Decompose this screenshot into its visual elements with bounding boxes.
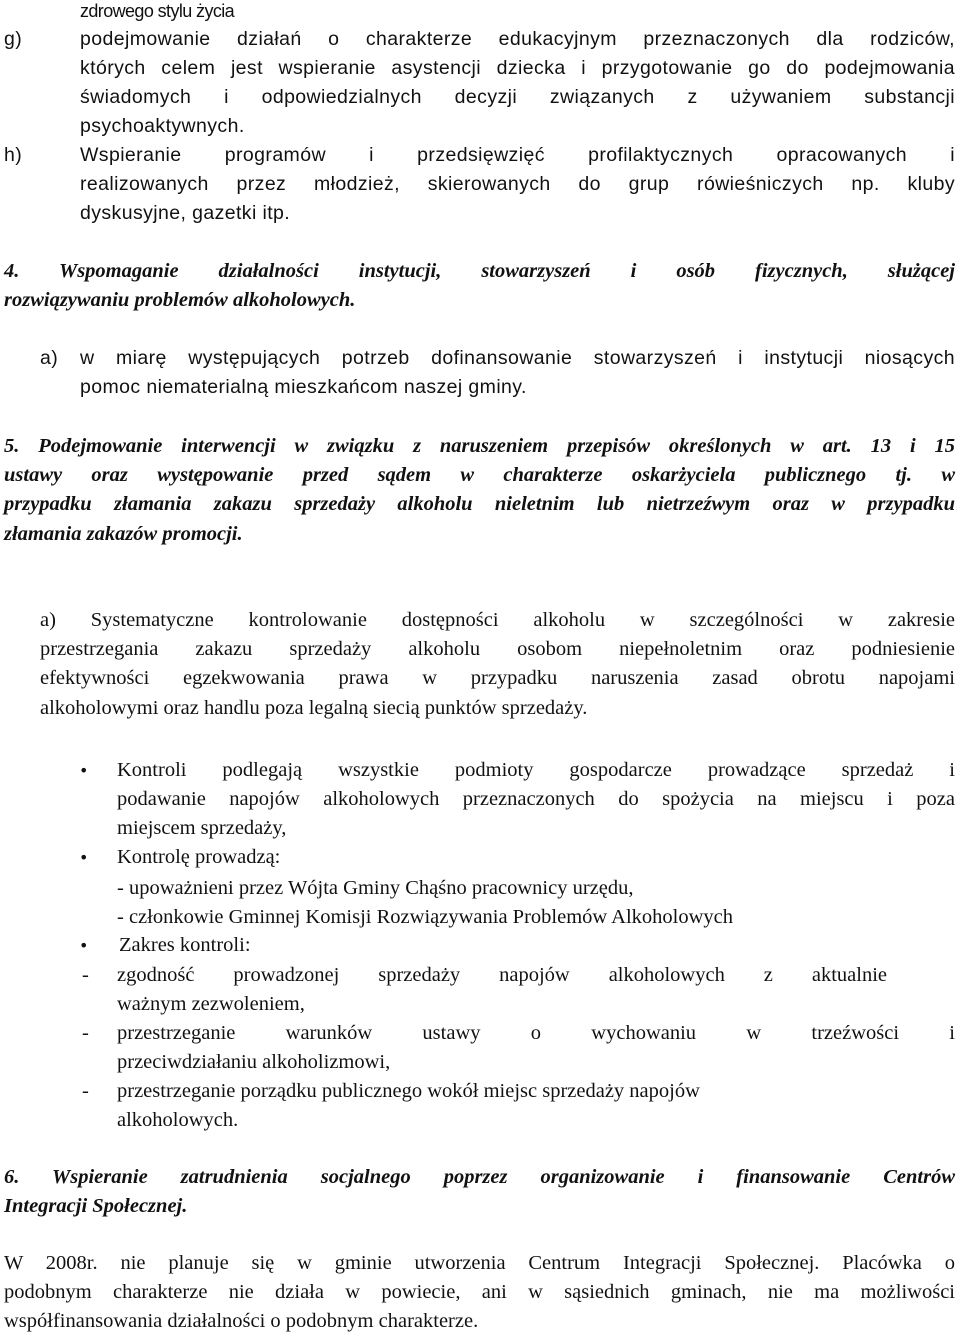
text-line: Kontroli podlegają wszystkie podmioty gospodarcze prowadzące sprzedaż i xyxy=(117,759,955,781)
text-line: podawanie napojów alkoholowych przeznaczonych do spożycia na miejscu i poza xyxy=(117,788,955,811)
text-line: przeciwdziałaniu alkoholizmowi, xyxy=(117,1051,391,1074)
text-line: a) Systematyczne kontrolowanie dostępności alkoholu w szczególności w zakresie xyxy=(40,609,955,631)
section-6-body xyxy=(4,1249,955,1337)
bullet-2-sub-2: - członkowie Gminnej Komisji Rozwiązywania Problemów Alkoholowych xyxy=(117,906,734,928)
dash-3-marker: - xyxy=(82,1080,89,1102)
text-line: dyskusyjne, gazetki itp. xyxy=(80,202,291,224)
text-line: ważnym zezwoleniem, xyxy=(117,993,305,1016)
text-line: realizowanych przez młodzież, skierowanych do grup rówieśniczych np. kluby xyxy=(80,173,955,195)
bullet-1-text xyxy=(117,756,955,844)
text-line: Wspieranie programów i przedsięwzięć profilaktycznych opracowanych i xyxy=(80,144,955,166)
heading-line: złamania zakazów promocji. xyxy=(4,522,243,545)
section-5-item-a-text xyxy=(40,606,955,723)
dash-2-text xyxy=(117,1019,955,1077)
text-line: których celem jest wspieranie asystencji dziecka i przygotowanie go do podejmowania xyxy=(80,57,955,79)
text-line: w miarę występujących potrzeb dofinansowanie stowarzyszeń i instytucji niosących xyxy=(80,347,955,369)
section-5-heading xyxy=(4,432,955,549)
text-line: efektywności egzekwowania prawa w przypadku naruszenia zasad obrotu napojami xyxy=(40,667,955,690)
text-line: W 2008r. nie planuje się w gminie utworzenia Centrum Integracji Społecznej. Placówka o xyxy=(4,1252,955,1274)
text-line: przestrzegania zakazu sprzedaży alkoholu osobom niepełnoletnim oraz podniesienie xyxy=(40,638,955,661)
bullet-icon: • xyxy=(79,936,89,955)
bullet-icon: • xyxy=(79,761,89,780)
text-line: przestrzeganie porządku publicznego wokół miejsc sprzedaży napojów xyxy=(117,1080,700,1102)
heading-line: 5. Podejmowanie interwencji w związku z naruszeniem przepisów określonych w art. 13 i 15 xyxy=(4,435,955,457)
heading-line: przypadku złamania zakazu sprzedaży alkoholu nieletnim lub nietrzeźwym oraz w przypadku xyxy=(4,493,955,516)
text-line: alkoholowych. xyxy=(117,1109,239,1132)
heading-line: 4. Wspomaganie działalności instytucji, stowarzyszeń i osób fizycznych, służącej xyxy=(4,260,955,282)
top-fragment: zdrowego stylu życia xyxy=(80,1,235,21)
heading-line: 6. Wspieranie zatrudnienia socjalnego poprzez organizowanie i finansowanie Centrów xyxy=(4,1166,955,1188)
section-4-item-a-marker: a) xyxy=(40,347,59,369)
heading-line: rozwiązywaniu problemów alkoholowych. xyxy=(4,289,356,312)
text-line: psychoaktywnych. xyxy=(80,115,245,137)
dash-3-text xyxy=(117,1077,700,1135)
text-line: pomoc niematerialną mieszkańcom naszej gminy. xyxy=(80,376,527,398)
item-h-text xyxy=(80,141,955,228)
text-line: podejmowanie działań o charakterze edukacyjnym przeznaczonych dla rodziców, xyxy=(80,28,955,50)
text-line: zgodność prowadzonej sprzedaży napojów alkoholowych z aktualnie xyxy=(117,964,887,986)
heading-line: ustawy oraz występowanie przed sądem w charakterze oskarżyciela publicznego tj. w xyxy=(4,464,955,487)
bullet-2-sub-1: - upoważnieni przez Wójta Gminy Chąśno pracownicy urzędu, xyxy=(117,877,634,899)
item-h-marker: h) xyxy=(4,144,23,166)
bullet-2-text: Kontrolę prowadzą: xyxy=(117,846,281,868)
section-4-heading xyxy=(4,257,955,315)
bullet-3-text: Zakres kontroli: xyxy=(119,934,251,956)
text-line: miejscem sprzedaży, xyxy=(117,817,287,840)
item-g-marker: g) xyxy=(4,28,23,50)
bullet-icon: • xyxy=(79,848,89,867)
dash-2-marker: - xyxy=(82,1022,89,1044)
text-line: współfinansowania działalności o podobnym charakterze. xyxy=(4,1310,479,1333)
section-4-item-a-text xyxy=(80,344,955,402)
text-line: przestrzeganie warunków ustawy o wychowaniu w trzeźwości i xyxy=(117,1022,955,1044)
text-line: alkoholowymi oraz handlu poza legalną siecią punktów sprzedaży. xyxy=(40,696,588,719)
section-6-heading xyxy=(4,1163,955,1221)
dash-1-text xyxy=(117,961,887,1019)
item-g-text xyxy=(80,25,955,141)
dash-1-marker: - xyxy=(82,964,89,986)
text-line: podobnym charakterze nie działa w powiecie, ani w sąsiednich gminach, nie ma możliwości xyxy=(4,1281,955,1304)
heading-line: Integracji Społecznej. xyxy=(4,1195,188,1218)
text-line: świadomych i odpowiedzialnych decyzji związanych z używaniem substancji xyxy=(80,86,955,108)
